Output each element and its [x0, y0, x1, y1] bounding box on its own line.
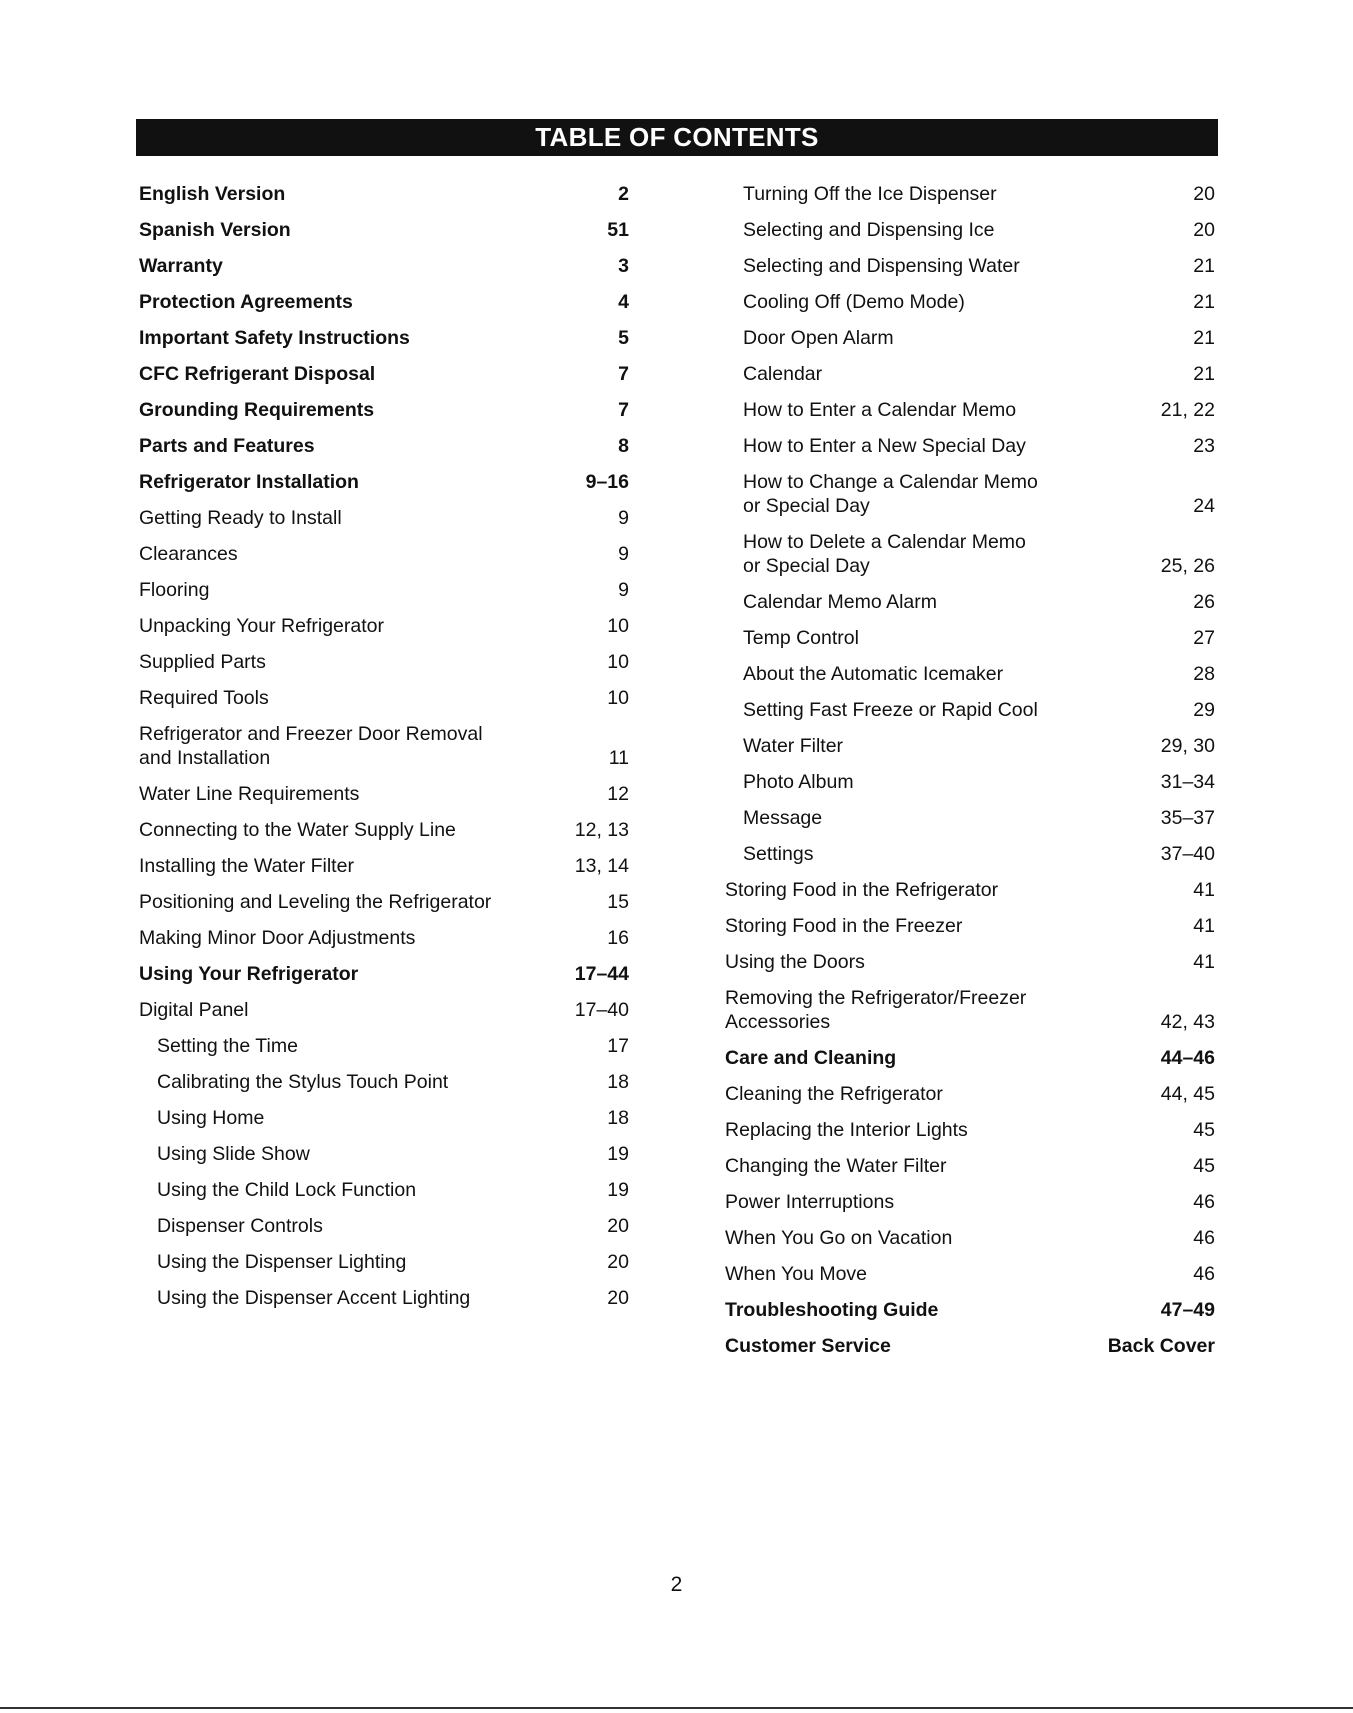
toc-entry-title: Spanish Version [139, 219, 291, 241]
toc-entry-page: 19 [607, 1179, 629, 1201]
toc-entry-title: Removing the Refrigerator/Freezer Accessories [725, 987, 1027, 1033]
toc-entry-page: 7 [618, 363, 629, 385]
toc-entry [139, 950, 629, 986]
toc-entry [725, 650, 1215, 686]
toc-entry-page: 9 [618, 507, 629, 529]
toc-entry [725, 1250, 1215, 1286]
toc-entry-page: 24 [1193, 495, 1215, 517]
toc-entry [139, 914, 629, 950]
toc-entry-title: Replacing the Interior Lights [725, 1119, 968, 1141]
toc-entry [139, 170, 629, 206]
toc-entry-page: 51 [607, 219, 629, 241]
toc-entry-title: Parts and Features [139, 435, 315, 457]
toc-entry [725, 758, 1215, 794]
toc-entry [139, 350, 629, 386]
toc-entry-page: 20 [1193, 183, 1215, 205]
toc-entry [725, 1178, 1215, 1214]
toc-entry-title: Settings [743, 843, 814, 865]
toc-entry [725, 974, 1215, 1034]
toc-entry [725, 830, 1215, 866]
toc-entry-title: Calendar Memo Alarm [743, 591, 937, 613]
toc-entry-page: 7 [618, 399, 629, 421]
toc-entry [139, 278, 629, 314]
toc-entry-title: Door Open Alarm [743, 327, 894, 349]
toc-entry [139, 1202, 629, 1238]
toc-entry-title: How to Enter a Calendar Memo [743, 399, 1017, 421]
toc-entry-page: 17–40 [574, 999, 629, 1021]
toc-entry-title: Calibrating the Stylus Touch Point [157, 1071, 449, 1093]
toc-entry-title: Dispenser Controls [157, 1215, 323, 1237]
toc-entry-title: Selecting and Dispensing Water [743, 255, 1020, 277]
toc-entry-title: Unpacking Your Refrigerator [139, 615, 384, 637]
toc-entry [139, 1058, 629, 1094]
toc-entry-page: Back Cover [1107, 1335, 1215, 1357]
toc-entry [725, 1214, 1215, 1250]
toc-entry-page: 10 [607, 651, 629, 673]
toc-entry [139, 242, 629, 278]
toc-entry [139, 1274, 629, 1310]
toc-entry-page: 21 [1193, 327, 1215, 349]
toc-entry-page: 8 [618, 435, 629, 457]
toc-entry-title: Using Your Refrigerator [139, 963, 359, 985]
toc-entry-page: 46 [1193, 1263, 1215, 1285]
toc-entry [725, 458, 1215, 518]
toc-entry [139, 530, 629, 566]
toc-entry-title: CFC Refrigerant Disposal [139, 363, 376, 385]
toc-entry [725, 686, 1215, 722]
toc-entry-page: 31–34 [1160, 771, 1215, 793]
toc-entry-page: 10 [607, 687, 629, 709]
toc-entry-page: 41 [1193, 951, 1215, 973]
toc-entry-title: Refrigerator Installation [139, 471, 359, 493]
toc-entry [725, 1070, 1215, 1106]
toc-entry-title: Important Safety Instructions [139, 327, 410, 349]
toc-entry [139, 386, 629, 422]
toc-entry-title: Using the Dispenser Lighting [157, 1251, 407, 1273]
toc-entry-page: 28 [1193, 663, 1215, 685]
toc-entry-page: 44, 45 [1160, 1083, 1215, 1105]
toc-entry [725, 518, 1215, 578]
toc-entry-page: 17 [607, 1035, 629, 1057]
toc-entry-title: Temp Control [743, 627, 859, 649]
toc-entry [139, 314, 629, 350]
toc-entry [139, 878, 629, 914]
toc-entry-title: How to Delete a Calendar Memo or Special Day [743, 531, 1026, 577]
toc-entry-title: Getting Ready to Install [139, 507, 342, 529]
toc-entry-page: 23 [1193, 435, 1215, 457]
toc-entry [139, 1238, 629, 1274]
toc-entry-title: Required Tools [139, 687, 269, 709]
toc-entry [725, 386, 1215, 422]
toc-entry-title: Setting the Time [157, 1035, 298, 1057]
toc-entry-title: How to Change a Calendar Memo or Special Day [743, 471, 1038, 517]
toc-entry-page: 9–16 [585, 471, 629, 493]
toc-entry [139, 638, 629, 674]
toc-entry [725, 422, 1215, 458]
toc-entry-title: Supplied Parts [139, 651, 266, 673]
toc-entry [725, 1322, 1215, 1358]
toc-entry-title: Care and Cleaning [725, 1047, 897, 1069]
toc-entry [725, 902, 1215, 938]
toc-entry-page: 9 [618, 579, 629, 601]
toc-entry-page: 26 [1193, 591, 1215, 613]
toc-entry-page: 44–46 [1160, 1047, 1215, 1069]
toc-entry [139, 674, 629, 710]
toc-entry [139, 206, 629, 242]
toc-entry-title: Message [743, 807, 823, 829]
toc-entry-title: Storing Food in the Refrigerator [725, 879, 999, 901]
toc-left-column [139, 170, 629, 1310]
toc-entry-page: 17–44 [574, 963, 629, 985]
toc-entry [725, 350, 1215, 386]
toc-entry-title: Using the Child Lock Function [157, 1179, 417, 1201]
toc-entry [139, 458, 629, 494]
toc-entry [139, 806, 629, 842]
toc-entry-page: 27 [1193, 627, 1215, 649]
toc-entry-page: 41 [1193, 915, 1215, 937]
toc-entry-title: Changing the Water Filter [725, 1155, 947, 1177]
toc-entry-title: Cleaning the Refrigerator [725, 1083, 943, 1105]
toc-entry [139, 494, 629, 530]
toc-entry [139, 1022, 629, 1058]
toc-entry [725, 1142, 1215, 1178]
toc-entry [725, 1106, 1215, 1142]
toc-entry-title: How to Enter a New Special Day [743, 435, 1026, 457]
toc-entry-page: 35–37 [1160, 807, 1215, 829]
toc-entry [725, 1286, 1215, 1322]
toc-entry-title: Clearances [139, 543, 238, 565]
toc-entry [139, 1166, 629, 1202]
toc-entry-page: 45 [1193, 1155, 1215, 1177]
toc-entry-page: 29 [1193, 699, 1215, 721]
toc-entry [725, 278, 1215, 314]
toc-entry-page: 3 [618, 255, 629, 277]
toc-entry-page: 20 [1193, 219, 1215, 241]
toc-entry-page: 12 [607, 783, 629, 805]
toc-entry [725, 794, 1215, 830]
toc-entry [725, 938, 1215, 974]
toc-entry-page: 18 [607, 1071, 629, 1093]
toc-entry-title: Setting Fast Freeze or Rapid Cool [743, 699, 1038, 721]
toc-right-column [725, 170, 1215, 1358]
toc-entry-page: 21 [1193, 363, 1215, 385]
toc-entry-title: Protection Agreements [139, 291, 353, 313]
toc-entry-page: 19 [607, 1143, 629, 1165]
toc-entry-page: 18 [607, 1107, 629, 1129]
toc-entry [139, 566, 629, 602]
toc-entry-title: Water Filter [743, 735, 844, 757]
toc-entry [725, 578, 1215, 614]
toc-entry-title: Grounding Requirements [139, 399, 375, 421]
toc-entry-page: 25, 26 [1160, 555, 1215, 577]
toc-entry-title: Calendar [743, 363, 823, 385]
toc-entry-page: 9 [618, 543, 629, 565]
toc-entry [725, 314, 1215, 350]
toc-entry-title: Using Slide Show [157, 1143, 310, 1165]
toc-entry-page: 46 [1193, 1227, 1215, 1249]
toc-entry [139, 770, 629, 806]
toc-entry-title: Using the Dispenser Accent Lighting [157, 1287, 471, 1309]
page-number: 2 [670, 1573, 683, 1596]
toc-entry-page: 4 [618, 291, 629, 313]
toc-entry-title: When You Move [725, 1263, 868, 1285]
toc-entry-page: 21 [1193, 291, 1215, 313]
toc-entry-title: Storing Food in the Freezer [725, 915, 963, 937]
toc-entry-title: Installing the Water Filter [139, 855, 354, 877]
toc-entry [725, 722, 1215, 758]
toc-entry-page: 15 [607, 891, 629, 913]
toc-entry-page: 20 [607, 1251, 629, 1273]
page-title: TABLE OF CONTENTS [136, 119, 1218, 156]
toc-entry-page: 5 [618, 327, 629, 349]
toc-entry-page: 45 [1193, 1119, 1215, 1141]
toc-entry-title: Power Interruptions [725, 1191, 895, 1213]
toc-entry-page: 21, 22 [1160, 399, 1215, 421]
toc-entry [725, 614, 1215, 650]
toc-entry [725, 242, 1215, 278]
toc-entry-page: 20 [607, 1287, 629, 1309]
toc-entry-title: Flooring [139, 579, 210, 601]
toc-entry-title: About the Automatic Icemaker [743, 663, 1004, 685]
toc-entry-page: 47–49 [1160, 1299, 1215, 1321]
toc-entry-title: When You Go on Vacation [725, 1227, 953, 1249]
toc-entry-title: Using the Doors [725, 951, 865, 973]
toc-entry-title: Troubleshooting Guide [725, 1299, 939, 1321]
toc-entry [725, 1034, 1215, 1070]
toc-entry-page: 2 [618, 183, 629, 205]
toc-entry [139, 1130, 629, 1166]
toc-entry-page: 16 [607, 927, 629, 949]
toc-entry [139, 1094, 629, 1130]
toc-entry-title: Making Minor Door Adjustments [139, 927, 416, 949]
toc-entry-title: Customer Service [725, 1335, 891, 1357]
toc-entry [139, 602, 629, 638]
toc-entry-title: Selecting and Dispensing Ice [743, 219, 995, 241]
toc-entry-title: English Version [139, 183, 286, 205]
toc-entry-page: 41 [1193, 879, 1215, 901]
toc-entry-title: Refrigerator and Freezer Door Removal and Installation [139, 723, 483, 769]
toc-entry-page: 21 [1193, 255, 1215, 277]
toc-entry-title: Positioning and Leveling the Refrigerator [139, 891, 492, 913]
toc-entry-page: 12, 13 [574, 819, 629, 841]
toc-entry-title: Photo Album [743, 771, 854, 793]
toc-entry-page: 13, 14 [574, 855, 629, 877]
toc-entry-title: Using Home [157, 1107, 265, 1129]
toc-entry [139, 986, 629, 1022]
toc-entry-page: 42, 43 [1160, 1011, 1215, 1033]
toc-entry-page: 11 [608, 747, 629, 769]
toc-entry [139, 842, 629, 878]
toc-entry [725, 206, 1215, 242]
toc-entry-page: 29, 30 [1160, 735, 1215, 757]
toc-entry [139, 422, 629, 458]
toc-entry-page: 10 [607, 615, 629, 637]
toc-entry-title: Cooling Off (Demo Mode) [743, 291, 965, 313]
toc-entry-page: 20 [607, 1215, 629, 1237]
toc-entry-title: Digital Panel [139, 999, 249, 1021]
toc-entry [139, 710, 629, 770]
toc-entry-page: 37–40 [1160, 843, 1215, 865]
toc-entry [725, 170, 1215, 206]
toc-entry-title: Connecting to the Water Supply Line [139, 819, 456, 841]
toc-entry-page: 46 [1193, 1191, 1215, 1213]
toc-entry-title: Warranty [139, 255, 223, 277]
toc-entry-title: Water Line Requirements [139, 783, 360, 805]
toc-entry-title: Turning Off the Ice Dispenser [743, 183, 997, 205]
scan-edge-line [0, 1707, 1353, 1709]
toc-entry [725, 866, 1215, 902]
